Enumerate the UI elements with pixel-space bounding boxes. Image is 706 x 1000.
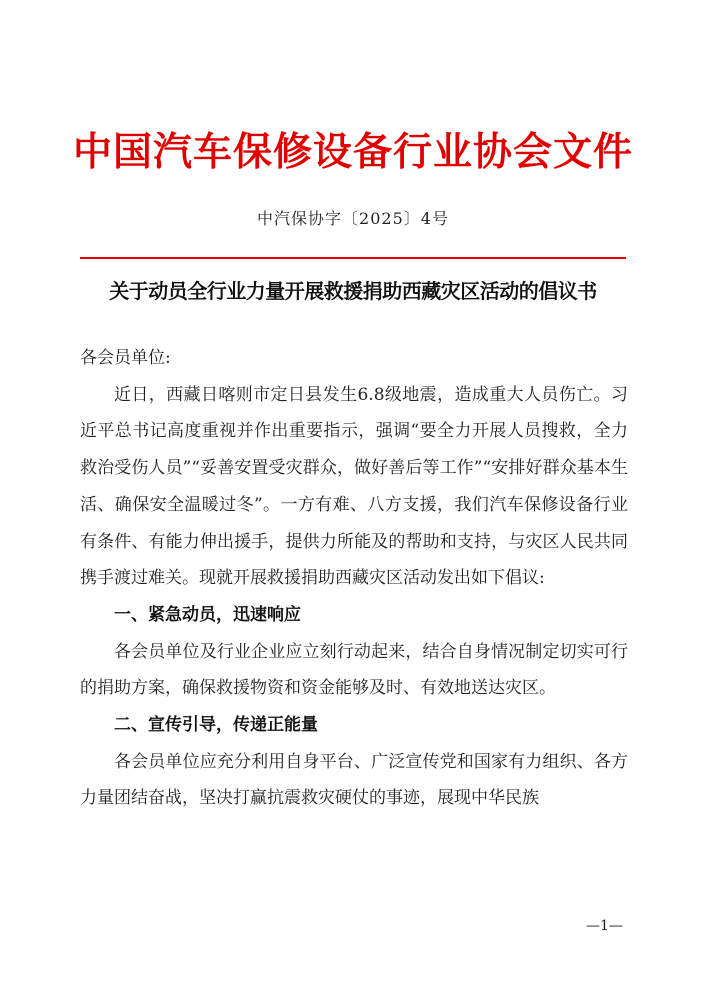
document-number: 中汽保协字〔2025〕4号 (257, 209, 449, 228)
salutation: 各会员单位: (80, 348, 171, 368)
red-divider (80, 257, 626, 259)
document-body (80, 340, 628, 817)
section-1-heading: 一、紧急动员，迅速响应 (114, 604, 301, 625)
section-2-text: 各会员单位应充分利用自身平台、广泛宣传党和国家有力组织、各方力量团结奋战，坚决打赢抗震救灾硬仗的事迹，展现中华民族 (80, 751, 628, 809)
intro-paragraph: 近日，西藏日喀则市定日县发生6.8级地震，造成重大人员伤亡。习近平总书记高度重视并作出重要指示，强调“要全力开展人员搜救，全力救治受伤人员”“妥善安置受灾群众，做好善后等工作”“安排好群众基本生活、确保安全温暖过冬”。一方有难、八方支援，我们汽车保修设备行业有条件、有能力伸出援手，提供力所能及的帮助和支持，与灾区人民共同携手渡过难关。现就开展救援捐助西藏灾区活动发出如下倡议: (80, 384, 628, 589)
masthead-title: 中国汽车保修设备行业协会文件 (72, 129, 633, 175)
document-title: 关于动员全行业力量开展救援捐助西藏灾区活动的倡议书 (109, 279, 597, 303)
section-1-text: 各会员单位及行业企业应立刻行动起来，结合自身情况制定切实可行的捐助方案，确保救援物资和资金能够及时、有效地送达灾区。 (80, 641, 628, 699)
section-2-heading: 二、宣传引导，传递正能量 (114, 715, 318, 736)
page-number: —1— (586, 918, 623, 934)
